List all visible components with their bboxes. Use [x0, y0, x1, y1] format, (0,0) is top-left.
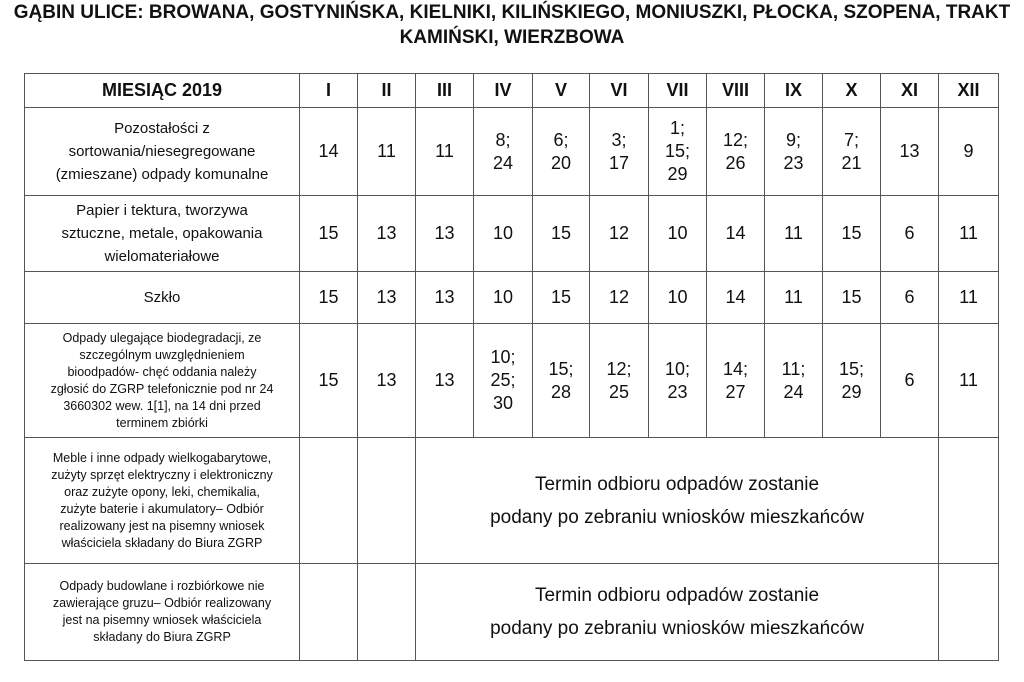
date-cell: [474, 272, 533, 324]
date-cell: [707, 324, 765, 438]
row-label-line: Meble i inne odpady wielkogabarytowe,: [52, 450, 272, 465]
merged-note-line: Termin odbioru odpadów zostanie: [534, 473, 820, 495]
row-label-line: 3660302 wew. 1[1], na 14 dni przed: [63, 398, 261, 413]
date-cell: [707, 272, 765, 324]
date-cell: [765, 108, 823, 196]
date-value: 14;: [722, 358, 749, 379]
row-label-line: (zmieszane) odpady komunalne: [55, 166, 269, 183]
date-value: 14: [725, 223, 746, 243]
date-cell: [649, 324, 707, 438]
title-line-1: GĄBIN ULICE: BROWANA, GOSTYNIŃSKA, KIELNIKI, KILIŃSKIEGO, MONIUSZKI, PŁOCKA, SZOPENA, TRAKT: [13, 2, 1011, 23]
date-value: 15;: [664, 141, 691, 161]
date-value: 27: [725, 381, 746, 402]
table-row: [25, 564, 999, 661]
table-row: [25, 272, 999, 324]
table-row: [25, 196, 999, 272]
date-cell: [590, 108, 649, 196]
date-cell: [474, 324, 533, 438]
date-cell: [474, 108, 533, 196]
date-value: 25: [608, 381, 630, 402]
date-cell: [416, 196, 474, 272]
date-value: 13: [434, 287, 455, 307]
date-cell: [590, 324, 649, 438]
header-month-9: IX: [765, 74, 823, 108]
date-value: 6: [904, 223, 915, 243]
row-label-line: Pozostałości z: [114, 120, 210, 137]
empty-cell: [358, 564, 416, 661]
date-value: 23: [667, 381, 688, 402]
date-value: 15: [550, 223, 572, 243]
row-label-line: właściciela składany do Biura ZGRP: [61, 535, 263, 550]
date-value: 13: [434, 223, 455, 243]
date-cell: [358, 108, 416, 196]
date-value: 24: [783, 381, 804, 402]
date-value: 13: [376, 370, 397, 390]
header-month-2: II: [358, 74, 416, 108]
date-value: 11: [959, 287, 978, 307]
row-label-line: Odpady ulegające biodegradacji, ze: [62, 330, 262, 345]
date-cell: [416, 324, 474, 438]
row-label-line: składany do Biura ZGRP: [93, 630, 231, 644]
date-cell: [881, 324, 939, 438]
row-label-line: zgłosić do ZGRP telefonicznie pod nr 24: [50, 381, 274, 396]
date-value: 10: [492, 223, 514, 243]
row-label-line: zużyty sprzęt elektryczny i elektroniczny: [51, 467, 273, 482]
header-month-3: III: [416, 74, 474, 108]
date-cell: [823, 272, 881, 324]
empty-cell: [300, 564, 358, 661]
date-cell: [649, 272, 707, 324]
row-label-line: Odpady budowlane i rozbiórkowe nie: [59, 579, 265, 593]
date-cell: [358, 324, 416, 438]
date-value: 20: [550, 152, 572, 173]
date-cell: [939, 324, 999, 438]
date-value: 13: [376, 287, 397, 307]
date-value: 15: [318, 223, 339, 243]
row-label: [25, 324, 300, 438]
header-month-6: VI: [590, 74, 649, 108]
date-cell: [939, 272, 999, 324]
row-label-line: oraz zużyte opony, leki, chemikalia,: [64, 484, 260, 499]
date-cell: [300, 272, 358, 324]
date-value: 9;: [785, 129, 801, 150]
date-cell: [533, 196, 590, 272]
date-value: 11;: [781, 358, 806, 379]
date-value: 10: [667, 287, 688, 307]
row-label-line: terminem zbiórki: [116, 415, 208, 430]
row-label-line: realizowany jest na pisemny wniosek: [59, 518, 265, 533]
empty-cell: [358, 438, 416, 564]
header-month-8: VIII: [707, 74, 765, 108]
date-value: 12: [608, 223, 630, 243]
date-value: 12;: [722, 129, 749, 150]
date-value: 11: [959, 370, 978, 390]
date-value: 13: [376, 223, 397, 243]
date-cell: [707, 196, 765, 272]
date-value: 10;: [490, 347, 516, 367]
date-value: 28: [550, 381, 572, 402]
date-cell: [533, 108, 590, 196]
page-title: [0, 0, 1024, 50]
date-value: 24: [492, 152, 514, 173]
date-cell: [533, 324, 590, 438]
date-cell: [707, 108, 765, 196]
date-value: 30: [492, 393, 514, 413]
header-month-year: MIESIĄC 2019: [25, 74, 300, 108]
date-value: 15: [841, 287, 862, 307]
row-label: [25, 438, 300, 564]
header-month-5: V: [533, 74, 590, 108]
date-value: 15: [318, 370, 339, 390]
date-cell: [881, 108, 939, 196]
header-month-11: XI: [881, 74, 939, 108]
date-value: 23: [783, 152, 804, 173]
row-label-line: Papier i tektura, tworzywa: [76, 202, 248, 219]
date-value: 13: [434, 370, 455, 390]
empty-cell: [939, 564, 999, 661]
merged-note-cell: [416, 564, 939, 661]
date-value: 17: [608, 152, 630, 173]
date-cell: [765, 196, 823, 272]
date-value: 15: [318, 287, 339, 307]
date-value: 15: [550, 287, 572, 307]
date-cell: [765, 324, 823, 438]
date-value: 12;: [606, 358, 632, 379]
date-cell: [823, 324, 881, 438]
row-label: [25, 196, 300, 272]
date-cell: [590, 196, 649, 272]
date-cell: [823, 196, 881, 272]
date-value: 11: [377, 141, 396, 161]
date-value: 11: [959, 223, 978, 243]
row-label-line: sztuczne, metale, opakowania: [61, 225, 263, 242]
date-value: 14: [725, 287, 746, 307]
date-value: 6: [904, 370, 915, 390]
date-value: 6;: [553, 129, 569, 150]
date-cell: [881, 196, 939, 272]
date-value: 3;: [611, 129, 627, 150]
date-value: 15;: [838, 358, 865, 379]
row-label-line: Szkło: [143, 289, 181, 306]
merged-note-line: Termin odbioru odpadów zostanie: [534, 585, 820, 606]
date-value: 29: [841, 381, 862, 402]
table-row: [25, 108, 999, 196]
row-label-line: zużyte baterie i akumulatory– Odbiór: [60, 501, 264, 516]
header-month-12: XII: [939, 74, 999, 108]
date-value: 26: [725, 152, 746, 173]
empty-cell: [300, 438, 358, 564]
date-cell: [300, 196, 358, 272]
date-value: 9: [963, 141, 974, 161]
date-cell: [358, 272, 416, 324]
date-cell: [765, 272, 823, 324]
row-label-line: wielomateriałowe: [104, 248, 220, 265]
row-label: [25, 564, 300, 661]
header-month-7: VII: [649, 74, 707, 108]
date-value: 14: [318, 141, 339, 161]
date-cell: [590, 272, 649, 324]
row-label: [25, 272, 300, 324]
row-label-line: jest na pisemny wniosek właściciela: [62, 613, 262, 627]
date-cell: [533, 272, 590, 324]
table-row: [25, 324, 999, 438]
date-value: 10: [667, 223, 688, 243]
date-cell: [649, 196, 707, 272]
date-value: 11: [784, 223, 803, 243]
date-cell: [823, 108, 881, 196]
date-cell: [649, 108, 707, 196]
header-row: [25, 74, 999, 108]
schedule-table: [24, 73, 999, 661]
date-value: 8;: [495, 129, 511, 150]
date-value: 6: [904, 287, 915, 307]
header-month-4: IV: [474, 74, 533, 108]
table-row: [25, 438, 999, 564]
row-label: [25, 108, 300, 196]
row-label-line: szczególnym uwzględnieniem: [79, 347, 245, 362]
date-value: 7;: [843, 129, 859, 150]
header-month-1: I: [300, 74, 358, 108]
merged-note-line: podany po zebraniu wniosków mieszkańców: [490, 506, 864, 528]
date-cell: [416, 272, 474, 324]
date-value: 10: [492, 287, 514, 307]
date-value: 15;: [548, 358, 574, 379]
date-cell: [300, 324, 358, 438]
date-cell: [474, 196, 533, 272]
date-value: 12: [608, 287, 630, 307]
date-cell: [939, 108, 999, 196]
date-cell: [358, 196, 416, 272]
date-value: 21: [841, 152, 862, 173]
date-value: 29: [667, 164, 688, 184]
date-value: 10;: [664, 358, 691, 379]
date-value: 15: [841, 223, 862, 243]
title-line-2: KAMIŃSKI, WIERZBOWA: [399, 27, 625, 48]
date-value: 11: [435, 141, 454, 161]
row-label-line: bioodpadów- chęć oddania należy: [67, 364, 257, 379]
date-cell: [300, 108, 358, 196]
row-label-line: sortowania/niesegregowane: [68, 143, 256, 160]
merged-note-line: podany po zebraniu wniosków mieszkańców: [490, 618, 864, 639]
date-cell: [939, 196, 999, 272]
row-label-line: zawierające gruzu– Odbiór realizowany: [52, 596, 272, 610]
empty-cell: [939, 438, 999, 564]
date-cell: [416, 108, 474, 196]
date-value: 13: [899, 141, 920, 161]
merged-note-cell: [416, 438, 939, 564]
date-cell: [881, 272, 939, 324]
header-month-10: X: [823, 74, 881, 108]
date-value: 1;: [669, 118, 685, 138]
date-value: 11: [784, 287, 803, 307]
date-value: 25;: [490, 370, 516, 390]
